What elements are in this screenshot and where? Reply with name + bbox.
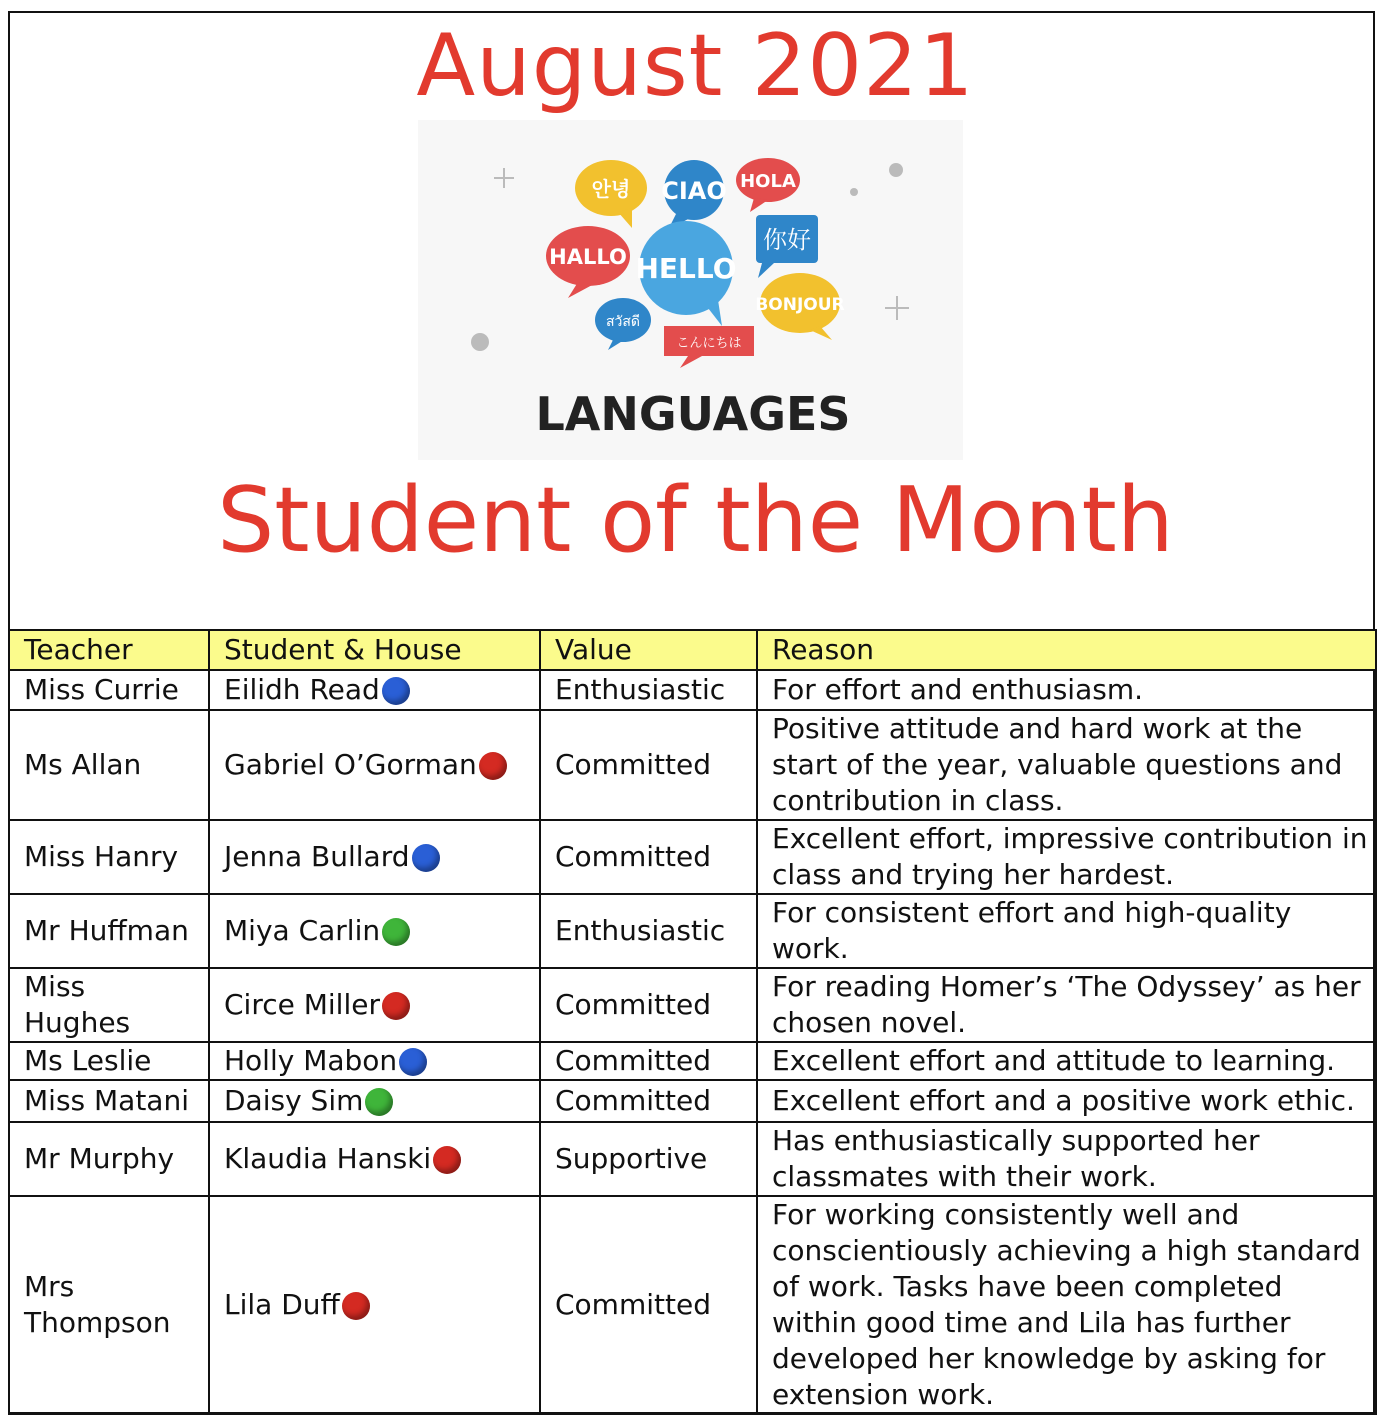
decor-dot	[850, 188, 858, 196]
student-cell	[209, 968, 540, 1042]
svg-text:CIAO: CIAO	[661, 177, 727, 205]
teacher-cell: Mr Murphy	[9, 1122, 209, 1196]
student-cell	[209, 710, 540, 820]
student-cell	[209, 894, 540, 968]
reason-cell: Excellent effort and attitude to learning.	[757, 1042, 1376, 1080]
student-name: Holly Mabon	[224, 1044, 398, 1077]
table-row	[9, 820, 1376, 894]
teacher-cell: Mrs Thompson	[9, 1196, 209, 1414]
value-cell: Committed	[540, 1196, 757, 1414]
header-student-house: Student & House	[209, 630, 540, 670]
reason-cell: Excellent effort, impressive contribution in class and trying her hardest.	[757, 820, 1376, 894]
value-cell: Committed	[540, 1080, 757, 1122]
header-value: Value	[540, 630, 757, 670]
table-row	[9, 894, 1376, 968]
teacher-cell: Mr Huffman	[9, 894, 209, 968]
table-row	[9, 1042, 1376, 1080]
teacher-cell: Miss Hanry	[9, 820, 209, 894]
header-teacher: Teacher	[9, 630, 209, 670]
value-cell: Committed	[540, 1042, 757, 1080]
svg-text:HALLO: HALLO	[549, 245, 627, 269]
reason-cell: Has enthusiastically supported her classmates with their work.	[757, 1122, 1376, 1196]
house-red-dot-icon	[382, 992, 410, 1020]
value-cell: Committed	[540, 820, 757, 894]
teacher-cell: Miss Matani	[9, 1080, 209, 1122]
student-name: Circe Miller	[224, 988, 380, 1021]
student-cell	[209, 1196, 540, 1414]
house-red-dot-icon	[433, 1146, 461, 1174]
table-row	[9, 1196, 1376, 1414]
awards-table	[8, 629, 1377, 1415]
student-name: Lila Duff	[224, 1288, 340, 1321]
reason-cell: For consistent effort and high-quality work.	[757, 894, 1376, 968]
date-title: August 2021	[416, 16, 975, 116]
decor-dot	[471, 333, 489, 351]
table-row	[9, 670, 1376, 710]
house-red-dot-icon	[342, 1292, 370, 1320]
value-cell: Supportive	[540, 1122, 757, 1196]
value-cell: Committed	[540, 710, 757, 820]
teacher-cell: Miss Currie	[9, 670, 209, 710]
student-cell	[209, 670, 540, 710]
teacher-cell: Miss Hughes	[9, 968, 209, 1042]
reason-cell: For reading Homer’s ‘The Odyssey’ as her chosen novel.	[757, 968, 1376, 1042]
student-name: Daisy Sim	[224, 1084, 364, 1117]
svg-text:HOLA: HOLA	[740, 171, 796, 192]
house-green-dot-icon	[382, 918, 410, 946]
svg-text:こんにちは: こんにちは	[676, 336, 742, 351]
student-cell	[209, 820, 540, 894]
value-cell: Enthusiastic	[540, 670, 757, 710]
student-name: Eilidh Read	[224, 673, 380, 706]
logo-caption: LANGUAGES	[535, 387, 851, 441]
student-name: Miya Carlin	[224, 914, 381, 947]
table-header-row	[9, 630, 1376, 670]
svg-text:สวัสดี: สวัสดี	[605, 314, 641, 330]
house-blue-dot-icon	[382, 677, 410, 705]
house-red-dot-icon	[479, 752, 507, 780]
reason-cell: For working consistently well and conscientiously achieving a high standard of work. Tasks have been completed within good time and Lila has further developed her knowledge by asking for extension work.	[757, 1196, 1376, 1414]
languages-logo	[418, 120, 963, 460]
house-blue-dot-icon	[412, 844, 440, 872]
house-green-dot-icon	[365, 1088, 393, 1116]
reason-cell: Positive attitude and hard work at the start of the year, valuable questions and contribution in class.	[757, 710, 1376, 820]
table-row	[9, 710, 1376, 820]
decor-dot	[889, 163, 903, 177]
table-row	[9, 968, 1376, 1042]
month-title: Student of the Month	[217, 468, 1174, 573]
reason-cell: Excellent effort and a positive work ethic.	[757, 1080, 1376, 1122]
house-blue-dot-icon	[399, 1048, 427, 1076]
reason-cell: For effort and enthusiasm.	[757, 670, 1376, 710]
teacher-cell: Ms Leslie	[9, 1042, 209, 1080]
student-name: Klaudia Hanski	[224, 1142, 432, 1175]
svg-text:你好: 你好	[763, 226, 811, 254]
value-cell: Enthusiastic	[540, 894, 757, 968]
student-cell	[209, 1122, 540, 1196]
svg-text:BONJOUR: BONJOUR	[755, 295, 845, 315]
student-name: Gabriel O’Gorman	[224, 748, 477, 781]
svg-text:안녕: 안녕	[591, 177, 631, 201]
value-cell: Committed	[540, 968, 757, 1042]
teacher-cell: Ms Allan	[9, 710, 209, 820]
student-cell	[209, 1042, 540, 1080]
student-name: Jenna Bullard	[224, 840, 410, 873]
student-cell	[209, 1080, 540, 1122]
svg-text:HELLO: HELLO	[635, 252, 737, 285]
header-reason: Reason	[757, 630, 1376, 670]
table-row	[9, 1080, 1376, 1122]
table-row	[9, 1122, 1376, 1196]
